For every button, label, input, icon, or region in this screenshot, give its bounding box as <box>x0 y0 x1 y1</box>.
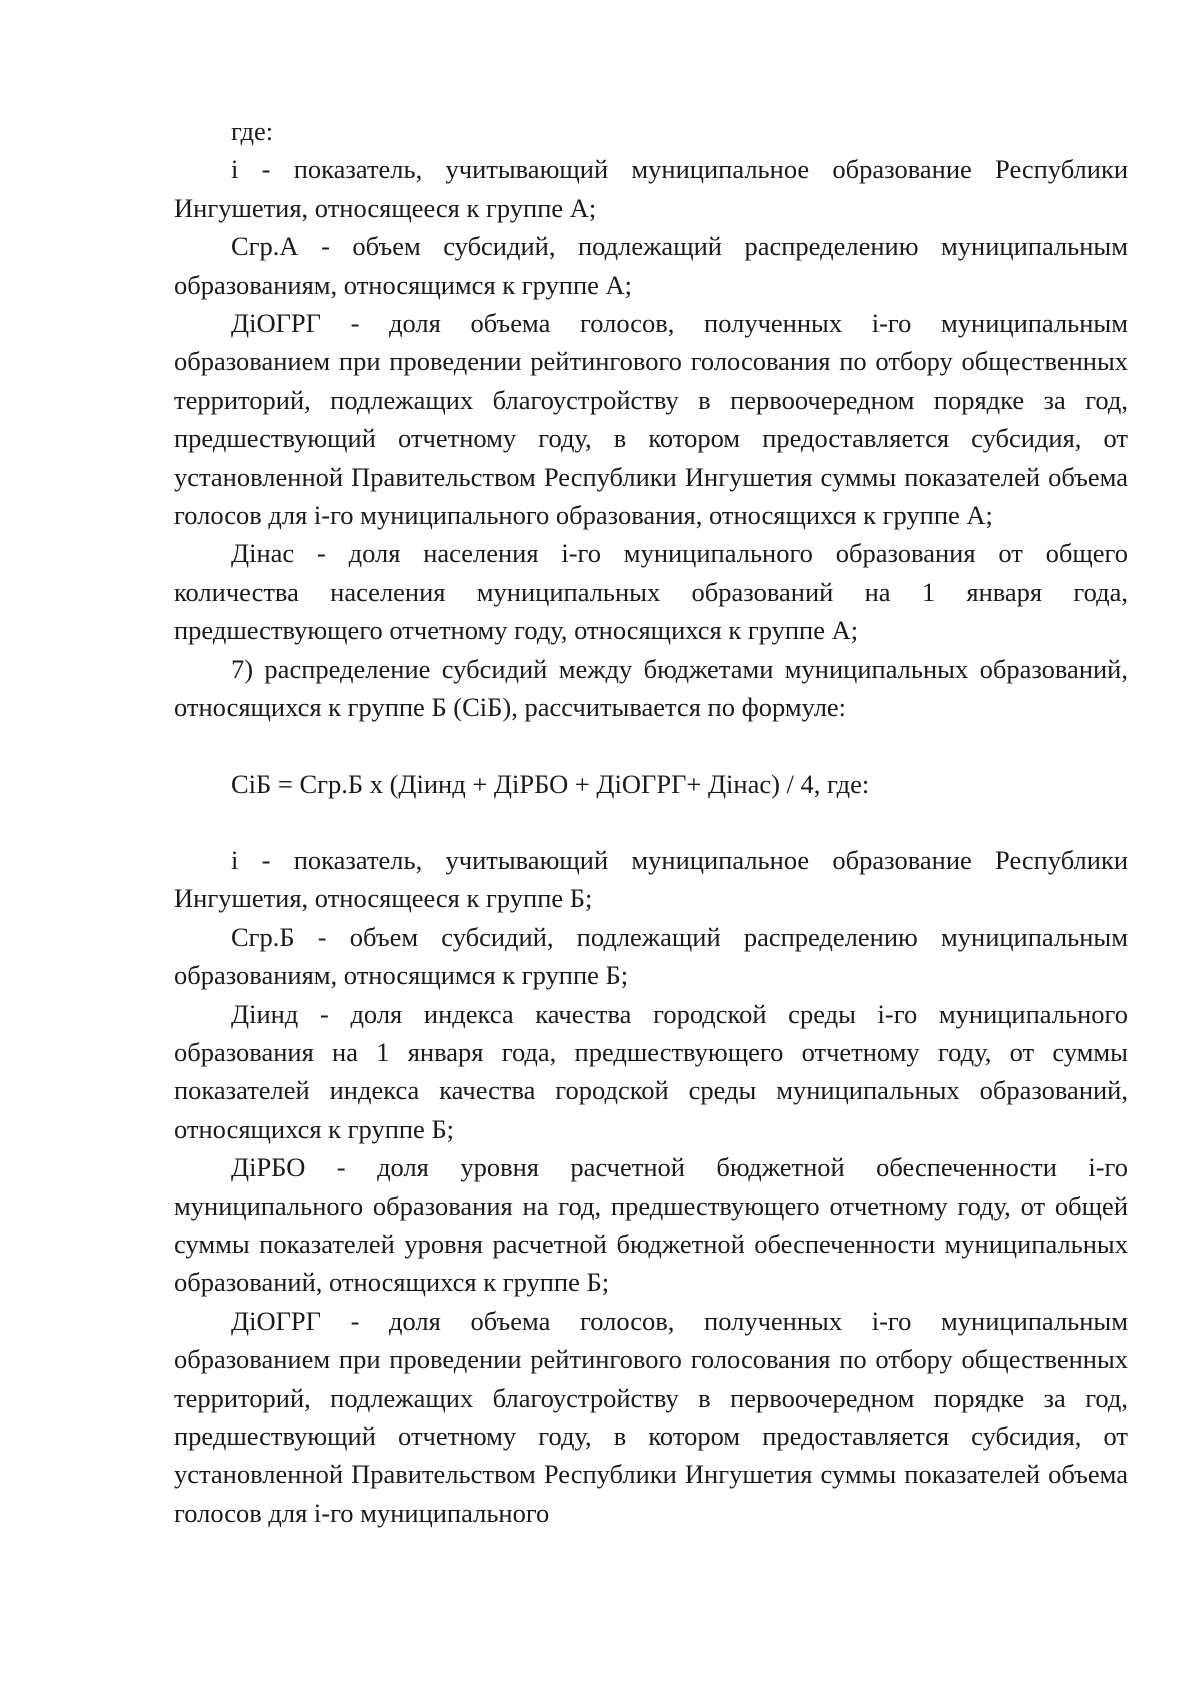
paragraph-item-7: 7) распределение субсидий между бюджетами муниципальных образований, относящихся к группе Б (СiБ), рассчитывается по формуле: <box>174 653 1128 723</box>
paragraph-sgr-b: Сгр.Б - объем субсидий, подлежащий распределению муниципальным образованиям, относящимся к группе Б; <box>174 921 1128 991</box>
paragraph-dogrg-group-b: ДiОГРГ - доля объема голосов, полученных i-го муниципальным образованием при проведении рейтингового голосования по отбору общественных территорий, подлежащих благоустройству в первоочередном порядке за год, предшествующий отчетному году, в котором предоставляется субсидия, от установленной Правительством Республики Ингушетия суммы показателей объема голосов для i-го муниципального <box>174 1305 1128 1528</box>
paragraph-drbo-group-b: ДiРБО - доля уровня расчетной бюджетной обеспеченности i-го муниципального образования на год, предшествующего отчетному году, от общей суммы показателей уровня расчетной бюджетной обеспеченности муниципальных образований, относящихся к группе Б; <box>174 1152 1128 1298</box>
paragraph-dind-group-b: Дiинд - доля индекса качества городской среды i-го муниципального образования на 1 января года, предшествующего отчетному году, от суммы показателей индекса качества городской среды муниципальных образований, относящихся к группе Б; <box>174 998 1128 1144</box>
paragraph-where: где: <box>231 116 274 146</box>
paragraph-sgr-a: Сгр.А - объем субсидий, подлежащий распределению муниципальным образованиям, относящимся к группе А; <box>174 231 1128 300</box>
document-page <box>174 112 1128 1532</box>
paragraph-dogrg-group-a: ДiОГРГ - доля объема голосов, полученных i-го муниципальным образованием при проведении рейтингового голосования по отбору общественных территорий, подлежащих благоустройству в первоочередном порядке за год, предшествующий отчетному году, в котором предоставляется субсидия, от установленной Правительством Республики Ингушетия суммы показателей объема голосов для i-го муниципального образования, относящихся к группе А; <box>174 308 1128 531</box>
paragraph-dnas-group-a: Дiнас - доля населения i-го муниципального образования от общего количества населения муниципальных образований на 1 января года, предшествующего отчетному году, относящихся к группе А; <box>174 538 1128 646</box>
paragraph-i-group-b: i - показатель, учитывающий муниципальное образование Республики Ингушетия, относящееся к группе Б; <box>174 844 1128 914</box>
formula-group-b: СiБ = Сгр.Б x (Дiинд + ДiРБО + ДiОГРГ+ Дiнас) / 4, где: <box>231 768 870 799</box>
paragraph-i-group-a: i - показатель, учитывающий муниципальное образование Республики Ингушетия, относящееся к группе А; <box>174 154 1128 223</box>
